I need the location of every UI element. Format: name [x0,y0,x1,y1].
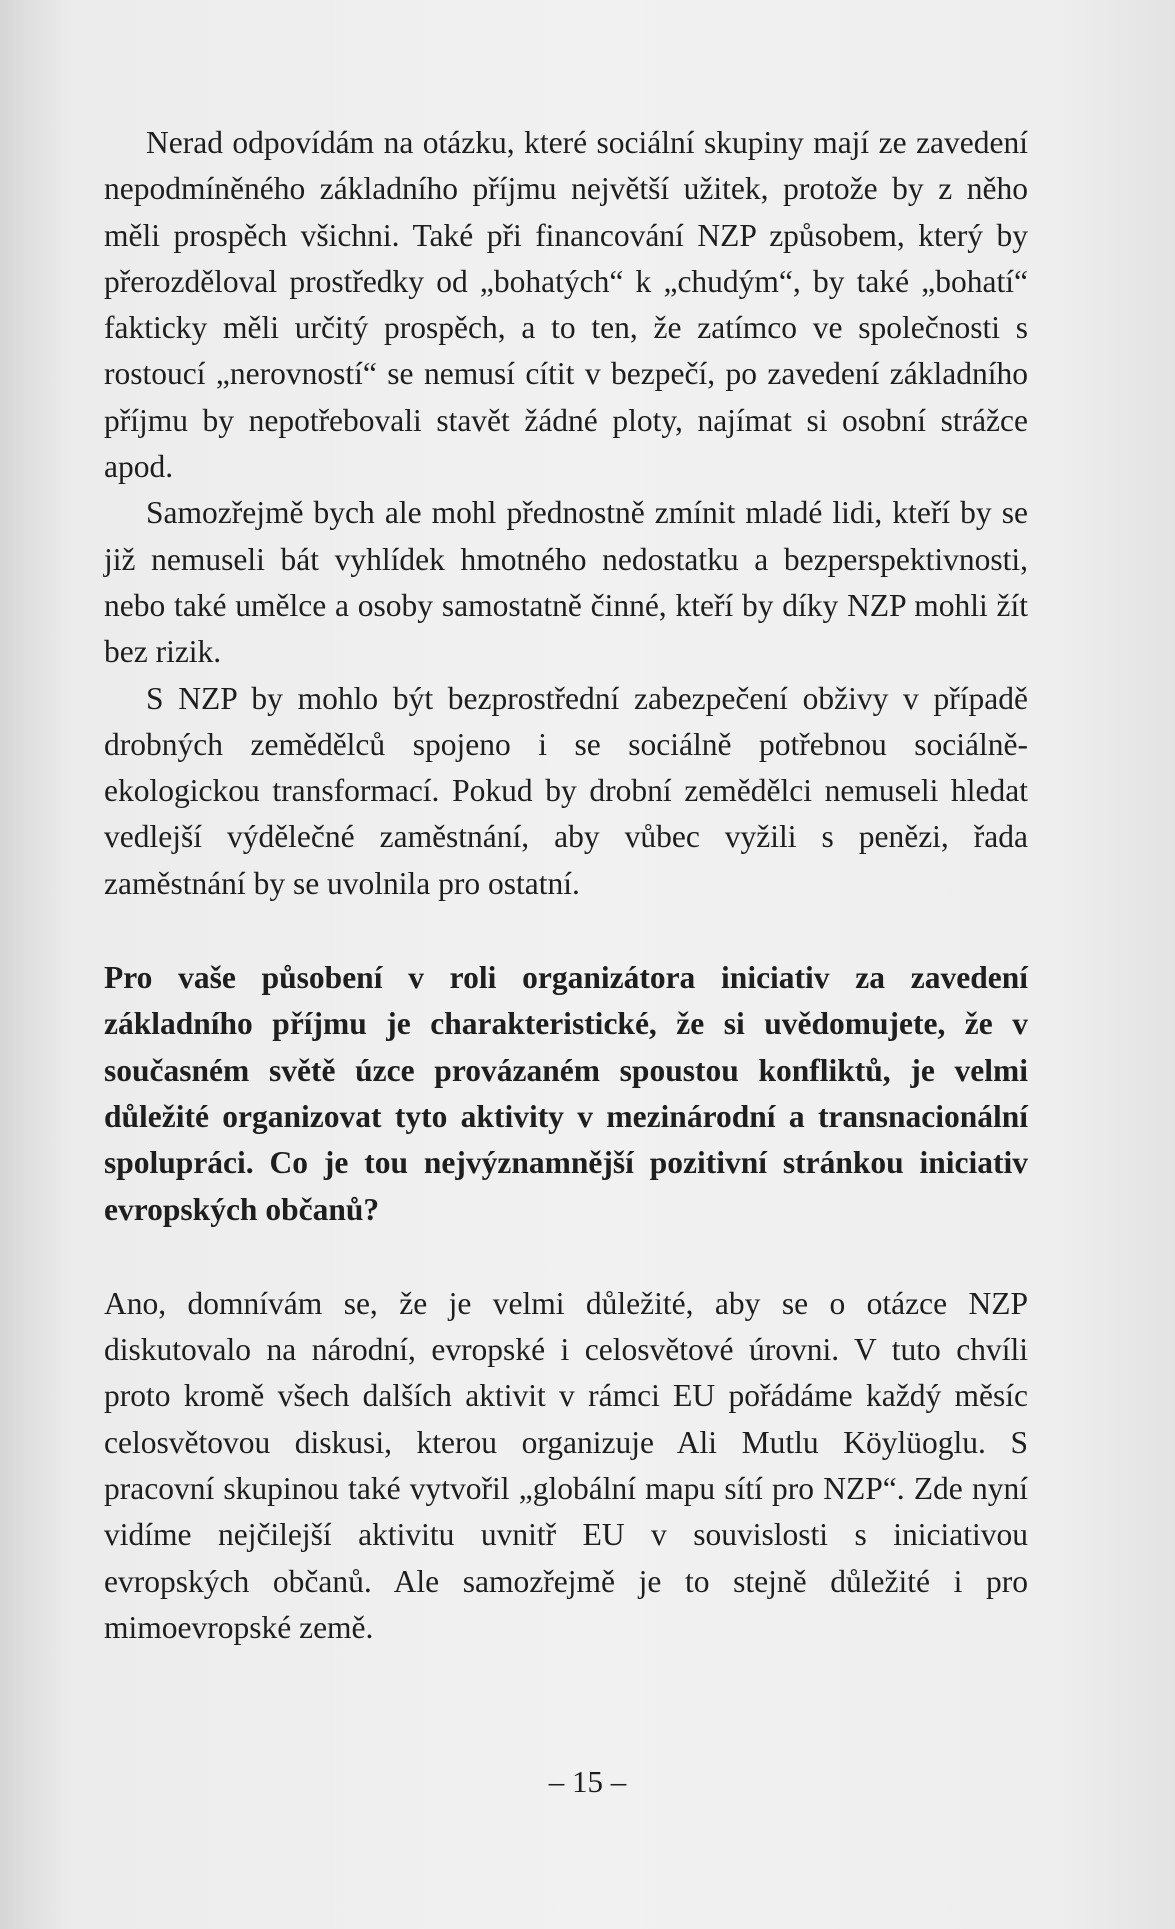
page-number: – 15 – [548,1764,627,1799]
paragraph-1: Nerad odpovídám na otázku, které sociální skupiny mají ze zavedení nepodmíněného základního příjmu největší užitek, protože by z něho měli prospěch všichni. Také při financování NZP způsobem, který by přerozděloval prostředky od „bohatých“ k „chudým“, by také „bohatí“ fakticky měli určitý prospěch, a to ten, že zatímco ve společnosti s rostoucí „nerovností“ se nemusí cítit v bezpečí, po zavedení základního příjmu by nepotřebovali stavět žádné ploty, najímat si osobní strážce apod. [104,125,1028,485]
interview-answer: Ano, domnívám se, že je velmi důležité, aby se o otázce NZP diskutovalo na národní, evropské i celosvětové úrovni. V tuto chvíli proto kromě všech dalších aktivit v rámci EU pořádáme každý měsíc celosvětovou diskusi, kterou organizuje Ali Mutlu Köylüoglu. S pracovní skupinou také vytvořil „globální mapu sítí pro NZP“. Zde nyní vidíme nejčilejší aktivitu uvnitř EU v souvislosti s iniciativou evropských občanů. Ale samozřejmě je to stejně důležité i pro mimoevropské země. [104,1285,1028,1645]
interview-question: Pro vaše působení v roli organizátora iniciativ za zavedení základního příjmu je charakteristické, že si uvědomujete, že v současném světě úzce provázaném spoustou konfliktů, je velmi důležité organizovat tyto aktivity v mezinárodní a transnacionální spolupráci. Co je tou nejvýznamnější pozitivní stránkou iniciativ evropských občanů? [104,960,1028,1227]
paragraph-2: Samozřejmě bych ale mohl přednostně zmínit mladé lidi, kteří by se již nemuseli bát vyhlídek hmotného nedostatku a bezperspektivnosti, nebo také umělce a osoby samostatně činné, kteří by díky NZP mohli žít bez rizik. [104,495,1028,670]
paragraph-3: S NZP by mohlo být bezprostřední zabezpečení obživy v případě drobných zemědělců spojeno i se sociálně potřebnou sociálně-ekologickou transformací. Pokud by drobní zemědělci nemuseli hledat vedlejší výdělečné zaměstnání, aby vůbec vyžili s penězi, řada zaměstnání by se uvolnila pro ostatní. [104,680,1028,901]
page-text [104,120,1028,1651]
